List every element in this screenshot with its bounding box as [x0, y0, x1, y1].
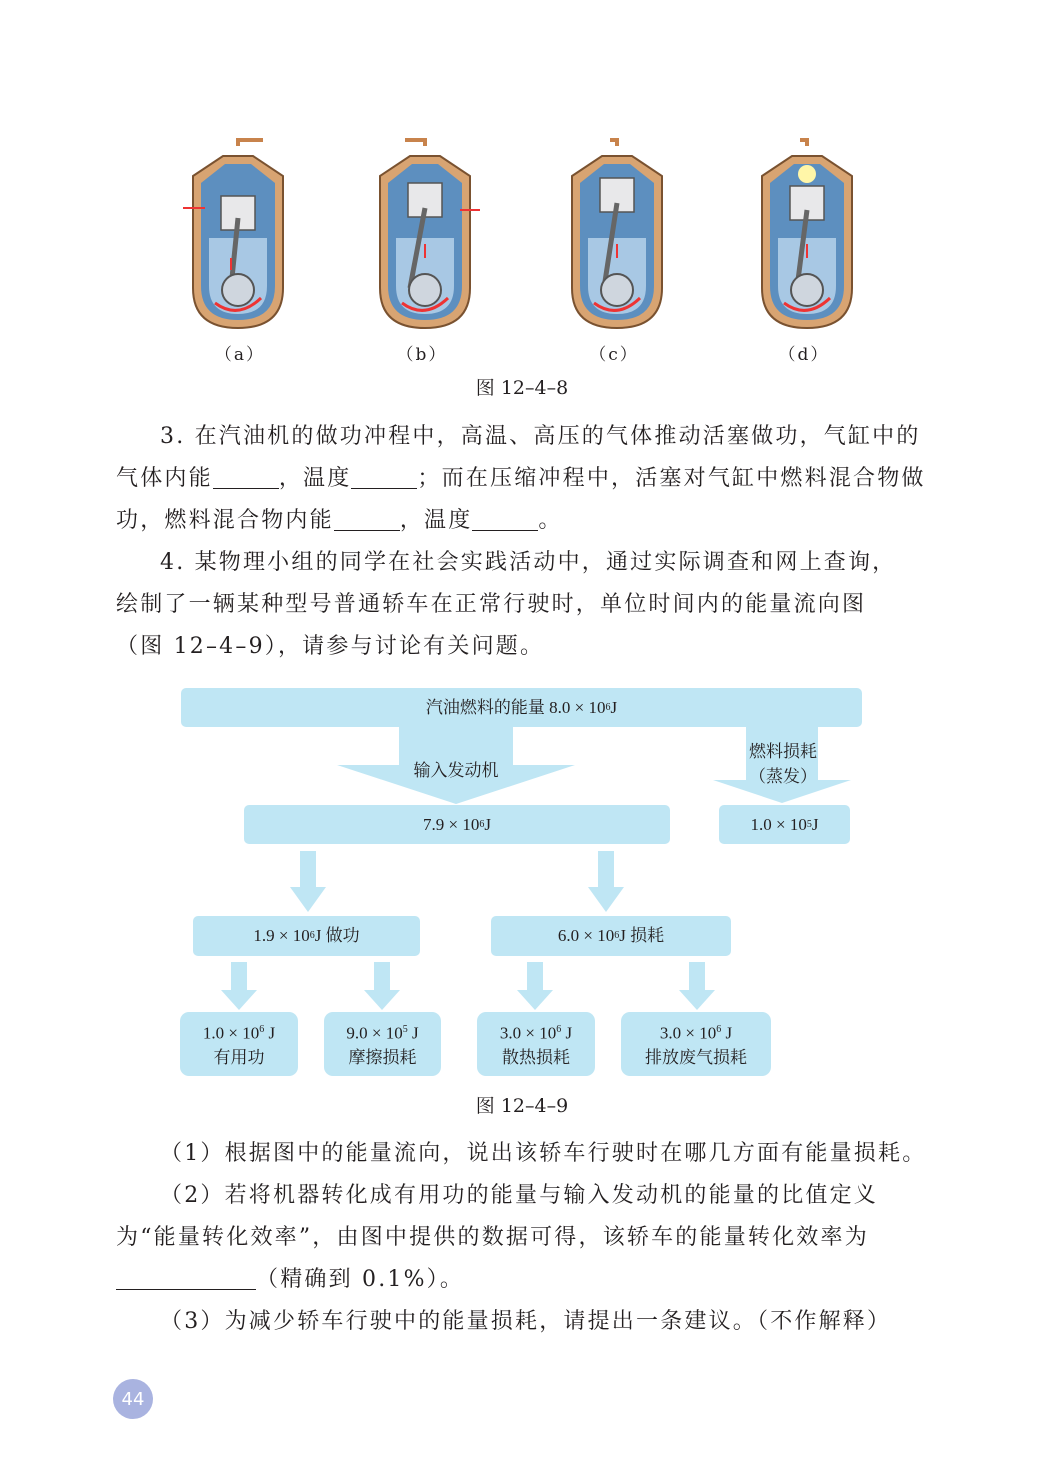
- sub-label-d: （d）: [778, 345, 830, 365]
- arrow-to-heat: [517, 962, 553, 1010]
- figure-12-4-9-caption: 图 12–4–9: [475, 1095, 569, 1117]
- sub-label-b: （b）: [396, 345, 448, 365]
- box-fuel-energy: 汽油燃料的能量 8.0 × 10 6 J: [181, 688, 862, 727]
- arrow-to-loss: [588, 851, 624, 912]
- box-useful-work: $1.0 \times 10^6$ J 有用功: [180, 1012, 298, 1076]
- sub-question-3: （3）为减少轿车行驶中的能量损耗，请提出一条建议。（不作解释）: [160, 1309, 892, 1334]
- q3-line-1: 3. 在汽油机的做功冲程中，高温、高压的气体推动活塞做功，气缸中的: [160, 424, 921, 449]
- sub-questions: [116, 1133, 930, 1343]
- q4-line-3: （图 12–4–9），请参与讨论有关问题。: [116, 634, 545, 659]
- sub-question-2-tail: （精确到 0.1%）。: [256, 1267, 465, 1292]
- q3-text: 。: [538, 508, 563, 533]
- page-number-badge: 44: [113, 1379, 153, 1419]
- sub-label-c: （c）: [589, 345, 639, 365]
- sub-question-2-line-2: 为“能量转化效率”，由图中提供的数据可得，该轿车的能量转化效率为: [116, 1225, 869, 1250]
- answer-blank[interactable]: [116, 1263, 256, 1290]
- q3-text: 功，燃料混合物内能: [116, 508, 334, 533]
- arrow-to-useful: [221, 962, 257, 1010]
- label-input-engine: 输入发动机: [413, 761, 499, 781]
- arrow-to-friction: [364, 962, 400, 1010]
- sub-question-2-line-3: [116, 1259, 930, 1301]
- q3-text: 气体内能: [116, 466, 213, 491]
- label-fuel-loss: 燃料损耗 （蒸发）: [749, 742, 817, 787]
- box-heat-loss: $3.0 \times 10^6$ J 散热损耗: [477, 1012, 595, 1076]
- arrow-to-exhaust: [679, 962, 715, 1010]
- q3-text: ；而在压缩冲程中，活塞对气缸中燃料混合物做: [417, 466, 926, 491]
- q3-text: ，温度: [278, 466, 352, 491]
- q3-text: ，温度: [399, 508, 473, 533]
- arrow-to-work: [290, 851, 326, 912]
- figure-12-4-8-caption: 图 12–4–8: [475, 377, 569, 399]
- sub-question-1: （1）根据图中的能量流向，说出该轿车行驶时在哪几方面有能量损耗。: [160, 1141, 927, 1166]
- sub-label-a: （a）: [214, 345, 266, 365]
- q4-line-2: 绘制了一辆某种型号普通轿车在正常行驶时，单位时间内的能量流向图: [116, 592, 867, 617]
- box-exhaust-loss: $3.0 \times 10^6$ J 排放废气损耗: [621, 1012, 771, 1076]
- sub-question-2-line-1: （2）若将机器转化成有用功的能量与输入发动机的能量的比值定义: [160, 1183, 878, 1208]
- box-loss: 6.0 × 10 6 J 损耗: [491, 916, 731, 956]
- box-engine-input: 7.9 × 10 6 J: [244, 805, 670, 844]
- box-friction-loss: $9.0 \times 10^5$ J 摩擦损耗: [324, 1012, 441, 1076]
- q4-line-1: 4. 某物理小组的同学在社会实践活动中，通过实际调查和网上查询，: [160, 550, 897, 575]
- box-work: 1.9 × 10 6 J 做功: [193, 916, 420, 956]
- box-evaporation-loss: 1.0 × 10 5 J: [719, 805, 850, 844]
